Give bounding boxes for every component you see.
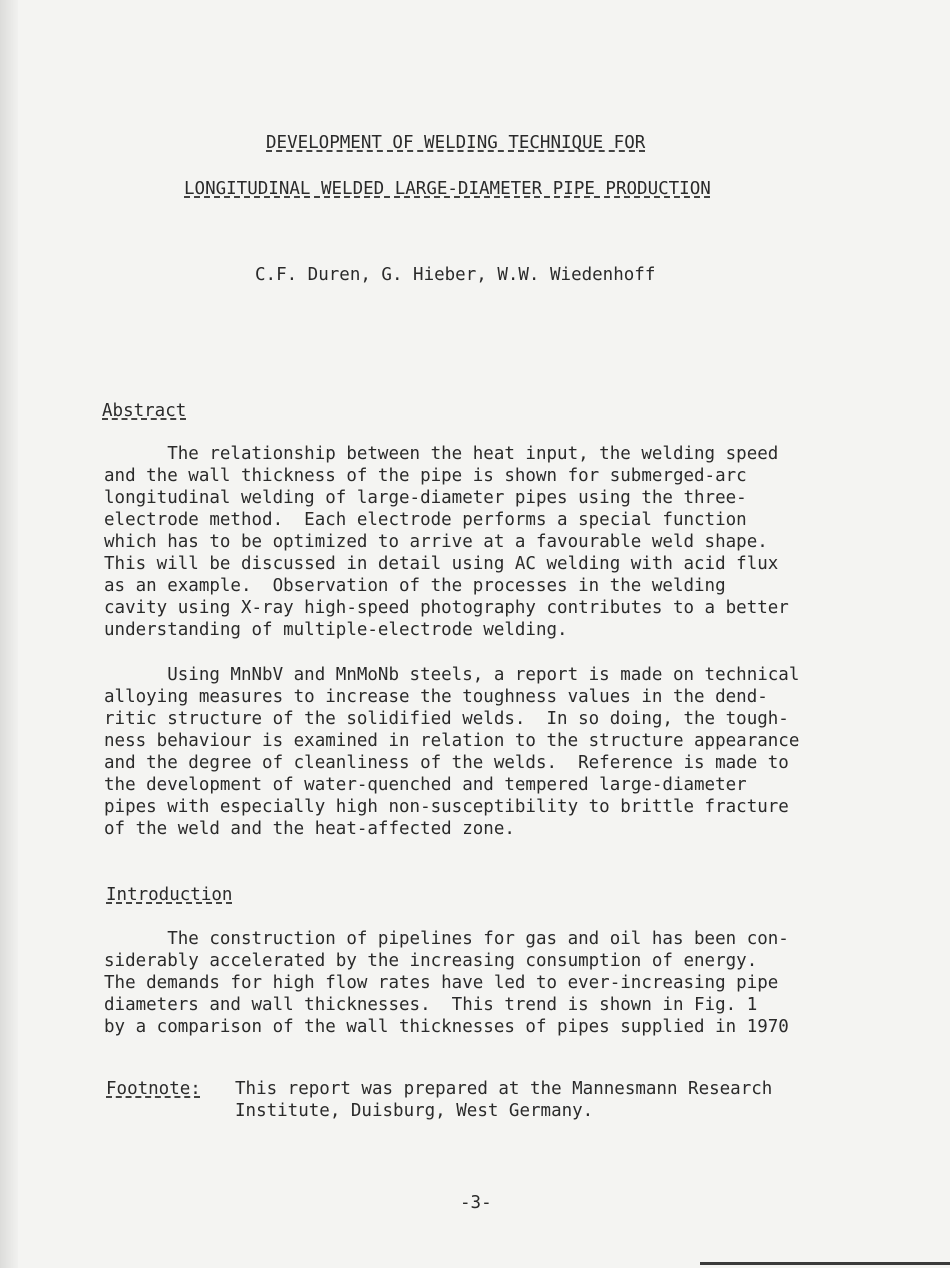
title-line-2: LONGITUDINAL WELDED LARGE-DIAMETER PIPE PRODUCTION xyxy=(184,179,711,199)
title-line-1: DEVELOPMENT OF WELDING TECHNIQUE FOR xyxy=(266,133,646,153)
introduction-paragraph-1: The construction of pipelines for gas and oil has been con- siderably accelerated by the increasing consumption of energy. The demands for high flow rates have led to ever-increasing pipe diameters and wall thicknesses. This trend is shown in Fig. 1 by a comparison of the wall thicknesses of pipes supplied in 1970 xyxy=(104,929,789,1037)
introduction-heading: Introduction xyxy=(106,885,233,905)
page-number: -3- xyxy=(460,1193,492,1213)
footnote-label: Footnote: xyxy=(106,1079,201,1099)
abstract-paragraph-2: Using MnNbV and MnMoNb steels, a report is made on technical alloying measures to increase the toughness values in the dend- ritic structure of the solidified welds. In so doing, the tough- ness behaviour is examined in relation to the structure appearance and the degree of cleanliness of the welds. Reference is made to the development of water-quenched and tempered large-diameter pipes with especially high non-susceptibility to brittle fracture of the weld and the heat-affected zone. xyxy=(104,665,800,839)
abstract-paragraph-1: The relationship between the heat input, the welding speed and the wall thickness of the pipe is shown for submerged-arc longitudinal welding of large-diameter pipes using the three- electrode method. Each electrode performs a special function which has to be optimized to arrive at a favourable weld shape. This will be discussed in detail using AC welding with acid flux as an example. Observation of the processes in the welding cavity using X-ray high-speed photography contributes to a better understanding of multiple-electrode welding. xyxy=(104,444,789,640)
page-bottom-edge xyxy=(700,1262,950,1265)
page-shadow xyxy=(0,0,18,1268)
footnote-text: This report was prepared at the Mannesmann Research Institute, Duisburg, West Germany. xyxy=(235,1079,773,1121)
authors: C.F. Duren, G. Hieber, W.W. Wiedenhoff xyxy=(255,265,656,285)
abstract-heading: Abstract xyxy=(102,401,187,421)
